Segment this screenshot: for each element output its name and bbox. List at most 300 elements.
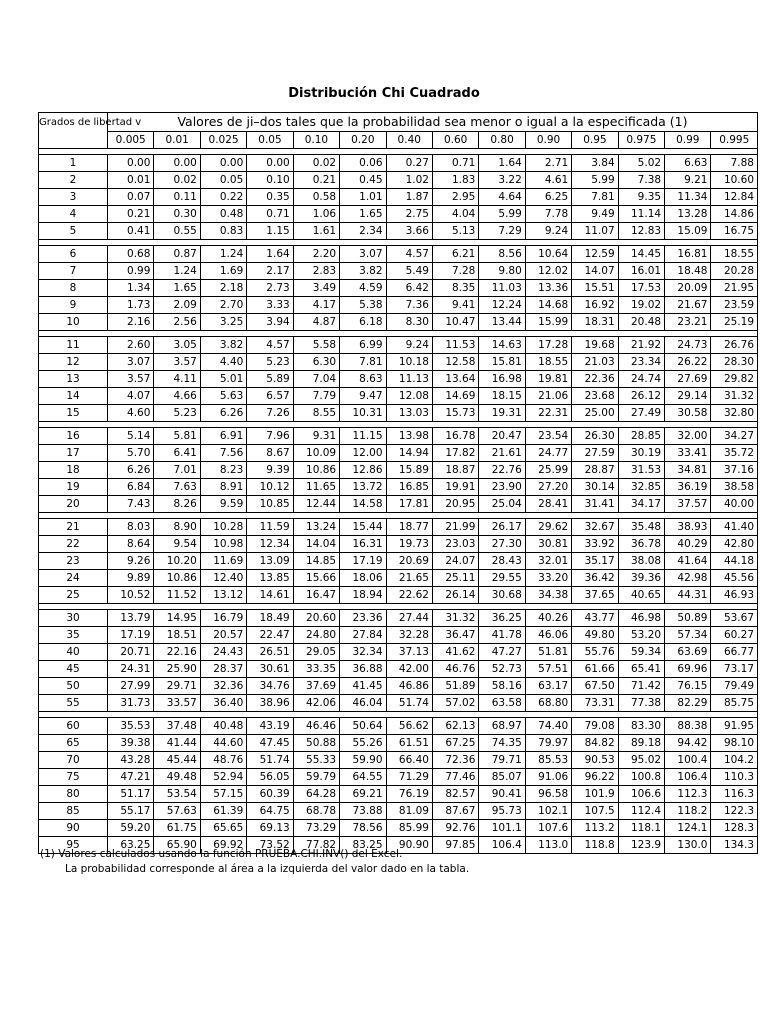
value-cell: 30.61	[247, 661, 293, 678]
value-cell: 46.86	[386, 678, 432, 695]
value-cell: 11.14	[618, 206, 664, 223]
value-cell: 63.58	[479, 695, 525, 712]
value-cell: 89.18	[618, 735, 664, 752]
value-cell: 3.66	[386, 223, 432, 240]
value-cell: 11.13	[386, 371, 432, 388]
value-cell: 122.3	[711, 803, 758, 820]
value-cell: 30.58	[665, 405, 711, 422]
value-cell: 18.48	[665, 263, 711, 280]
value-cell: 5.89	[247, 371, 293, 388]
value-cell: 0.00	[200, 155, 246, 172]
probability-header: 0.01	[154, 132, 200, 149]
value-cell: 21.67	[665, 297, 711, 314]
value-cell: 67.25	[432, 735, 478, 752]
table-row	[39, 803, 758, 820]
degrees-of-freedom-cell: 55	[39, 695, 108, 712]
value-cell: 24.74	[618, 371, 664, 388]
value-cell: 46.46	[293, 718, 339, 735]
value-cell: 10.64	[525, 246, 571, 263]
value-cell: 6.84	[108, 479, 154, 496]
degrees-of-freedom-cell: 14	[39, 388, 108, 405]
value-cell: 11.07	[572, 223, 618, 240]
value-cell: 9.41	[432, 297, 478, 314]
value-cell: 16.81	[665, 246, 711, 263]
degrees-of-freedom-cell: 65	[39, 735, 108, 752]
degrees-of-freedom-cell: 70	[39, 752, 108, 769]
value-cell: 37.57	[665, 496, 711, 513]
value-cell: 6.21	[432, 246, 478, 263]
value-cell: 102.1	[525, 803, 571, 820]
value-cell: 57.34	[665, 627, 711, 644]
value-cell: 18.06	[340, 570, 386, 587]
value-cell: 9.35	[618, 189, 664, 206]
value-cell: 63.69	[665, 644, 711, 661]
value-cell: 4.59	[340, 280, 386, 297]
value-cell: 37.69	[293, 678, 339, 695]
value-cell: 68.97	[479, 718, 525, 735]
value-cell: 29.14	[665, 388, 711, 405]
value-cell: 0.00	[154, 155, 200, 172]
value-cell: 57.63	[154, 803, 200, 820]
value-cell: 21.99	[432, 519, 478, 536]
value-cell: 19.31	[479, 405, 525, 422]
value-cell: 0.02	[293, 155, 339, 172]
value-cell: 11.52	[154, 587, 200, 604]
value-cell: 90.90	[386, 837, 432, 854]
degrees-of-freedom-cell: 3	[39, 189, 108, 206]
value-cell: 26.51	[247, 644, 293, 661]
value-cell: 55.17	[108, 803, 154, 820]
value-cell: 43.19	[247, 718, 293, 735]
value-cell: 49.48	[154, 769, 200, 786]
value-cell: 83.30	[618, 718, 664, 735]
value-cell: 17.53	[618, 280, 664, 297]
probability-header: 0.99	[665, 132, 711, 149]
chi-square-table	[38, 112, 758, 854]
value-cell: 0.58	[293, 189, 339, 206]
value-cell: 95.02	[618, 752, 664, 769]
value-cell: 30.68	[479, 587, 525, 604]
value-cell: 20.09	[665, 280, 711, 297]
value-cell: 16.98	[479, 371, 525, 388]
value-cell: 29.05	[293, 644, 339, 661]
value-cell: 19.68	[572, 337, 618, 354]
value-cell: 28.30	[711, 354, 758, 371]
value-cell: 35.53	[108, 718, 154, 735]
value-cell: 2.70	[200, 297, 246, 314]
value-cell: 40.00	[711, 496, 758, 513]
value-cell: 53.54	[154, 786, 200, 803]
value-cell: 83.25	[340, 837, 386, 854]
table-row	[39, 786, 758, 803]
value-cell: 69.96	[665, 661, 711, 678]
value-cell: 67.50	[572, 678, 618, 695]
value-cell: 28.87	[572, 462, 618, 479]
table-row	[39, 536, 758, 553]
value-cell: 56.05	[247, 769, 293, 786]
value-cell: 20.95	[432, 496, 478, 513]
value-cell: 34.27	[711, 428, 758, 445]
value-cell: 1.64	[247, 246, 293, 263]
value-cell: 2.56	[154, 314, 200, 331]
table-row	[39, 297, 758, 314]
value-cell: 68.78	[293, 803, 339, 820]
value-cell: 118.2	[665, 803, 711, 820]
value-cell: 5.70	[108, 445, 154, 462]
value-cell: 61.66	[572, 661, 618, 678]
probability-header: 0.90	[525, 132, 571, 149]
value-cell: 7.56	[200, 445, 246, 462]
value-cell: 18.87	[432, 462, 478, 479]
value-cell: 64.55	[340, 769, 386, 786]
degrees-of-freedom-cell: 23	[39, 553, 108, 570]
value-cell: 3.07	[108, 354, 154, 371]
degrees-of-freedom-cell: 8	[39, 280, 108, 297]
value-cell: 63.25	[108, 837, 154, 854]
value-cell: 71.29	[386, 769, 432, 786]
value-cell: 45.44	[154, 752, 200, 769]
value-cell: 68.80	[525, 695, 571, 712]
table-row	[39, 735, 758, 752]
value-cell: 21.06	[525, 388, 571, 405]
value-cell: 118.1	[618, 820, 664, 837]
value-cell: 17.19	[340, 553, 386, 570]
value-cell: 4.17	[293, 297, 339, 314]
value-cell: 46.76	[432, 661, 478, 678]
value-cell: 36.19	[665, 479, 711, 496]
probability-header: 0.60	[432, 132, 478, 149]
value-cell: 85.99	[386, 820, 432, 837]
value-cell: 51.74	[386, 695, 432, 712]
value-cell: 24.43	[200, 644, 246, 661]
value-cell: 9.89	[108, 570, 154, 587]
value-cell: 7.28	[432, 263, 478, 280]
degrees-of-freedom-cell: 22	[39, 536, 108, 553]
value-cell: 23.21	[665, 314, 711, 331]
value-cell: 11.34	[665, 189, 711, 206]
value-cell: 1.01	[340, 189, 386, 206]
value-cell: 20.57	[200, 627, 246, 644]
footnote-line-1: (1) Valores calculados usando la función PRUEBA.CHI.INV() del Excel.	[40, 848, 403, 860]
value-cell: 0.02	[154, 172, 200, 189]
value-cell: 11.59	[247, 519, 293, 536]
value-cell: 9.39	[247, 462, 293, 479]
value-cell: 32.28	[386, 627, 432, 644]
value-cell: 10.18	[386, 354, 432, 371]
value-cell: 74.35	[479, 735, 525, 752]
value-cell: 36.47	[432, 627, 478, 644]
value-cell: 77.38	[618, 695, 664, 712]
value-cell: 58.16	[479, 678, 525, 695]
value-cell: 78.56	[340, 820, 386, 837]
value-cell: 7.81	[340, 354, 386, 371]
value-cell: 34.17	[618, 496, 664, 513]
value-cell: 31.41	[572, 496, 618, 513]
value-cell: 6.25	[525, 189, 571, 206]
degrees-of-freedom-cell: 45	[39, 661, 108, 678]
value-cell: 1.34	[108, 280, 154, 297]
value-cell: 61.39	[200, 803, 246, 820]
probability-header: 0.40	[386, 132, 432, 149]
value-cell: 17.19	[108, 627, 154, 644]
value-cell: 34.81	[665, 462, 711, 479]
value-cell: 69.13	[247, 820, 293, 837]
value-cell: 10.60	[711, 172, 758, 189]
value-cell: 36.42	[572, 570, 618, 587]
probability-header: 0.975	[618, 132, 664, 149]
value-cell: 5.49	[386, 263, 432, 280]
value-cell: 27.99	[108, 678, 154, 695]
value-cell: 61.75	[154, 820, 200, 837]
value-cell: 26.12	[618, 388, 664, 405]
value-cell: 77.82	[293, 837, 339, 854]
value-cell: 30.81	[525, 536, 571, 553]
table-row	[39, 189, 758, 206]
value-cell: 7.63	[154, 479, 200, 496]
table-row	[39, 428, 758, 445]
table-row	[39, 223, 758, 240]
value-cell: 4.40	[200, 354, 246, 371]
value-cell: 33.57	[154, 695, 200, 712]
value-cell: 9.54	[154, 536, 200, 553]
value-cell: 57.51	[525, 661, 571, 678]
value-cell: 0.00	[247, 155, 293, 172]
value-cell: 15.73	[432, 405, 478, 422]
value-cell: 14.95	[154, 610, 200, 627]
value-cell: 33.92	[572, 536, 618, 553]
value-cell: 11.53	[432, 337, 478, 354]
value-cell: 13.79	[108, 610, 154, 627]
value-cell: 10.98	[200, 536, 246, 553]
value-cell: 10.86	[293, 462, 339, 479]
value-cell: 12.86	[340, 462, 386, 479]
degrees-of-freedom-cell: 1	[39, 155, 108, 172]
value-cell: 0.83	[200, 223, 246, 240]
value-cell: 12.34	[247, 536, 293, 553]
table-row	[39, 314, 758, 331]
degrees-of-freedom-cell: 18	[39, 462, 108, 479]
value-cell: 65.65	[200, 820, 246, 837]
value-cell: 23.36	[340, 610, 386, 627]
value-cell: 72.36	[432, 752, 478, 769]
degrees-of-freedom-cell: 21	[39, 519, 108, 536]
degrees-of-freedom-cell: 60	[39, 718, 108, 735]
value-cell: 21.03	[572, 354, 618, 371]
degrees-of-freedom-cell: 25	[39, 587, 108, 604]
table-row	[39, 769, 758, 786]
value-cell: 35.48	[618, 519, 664, 536]
value-cell: 4.04	[432, 206, 478, 223]
value-cell: 107.6	[525, 820, 571, 837]
table-row	[39, 695, 758, 712]
value-cell: 40.48	[200, 718, 246, 735]
value-cell: 46.06	[525, 627, 571, 644]
value-cell: 16.31	[340, 536, 386, 553]
value-cell: 14.69	[432, 388, 478, 405]
value-cell: 123.9	[618, 837, 664, 854]
value-cell: 16.79	[200, 610, 246, 627]
probability-header: 0.005	[108, 132, 154, 149]
value-cell: 0.21	[293, 172, 339, 189]
value-cell: 77.46	[432, 769, 478, 786]
degrees-of-freedom-cell: 95	[39, 837, 108, 854]
degrees-of-freedom-cell: 90	[39, 820, 108, 837]
value-cell: 130.0	[665, 837, 711, 854]
value-cell: 0.21	[108, 206, 154, 223]
value-cell: 0.01	[108, 172, 154, 189]
value-cell: 10.47	[432, 314, 478, 331]
value-cell: 36.88	[340, 661, 386, 678]
value-cell: 113.2	[572, 820, 618, 837]
value-cell: 0.35	[247, 189, 293, 206]
value-cell: 18.77	[386, 519, 432, 536]
value-cell: 11.03	[479, 280, 525, 297]
value-cell: 3.49	[293, 280, 339, 297]
value-cell: 53.20	[618, 627, 664, 644]
value-cell: 41.62	[432, 644, 478, 661]
value-cell: 30.14	[572, 479, 618, 496]
value-cell: 35.17	[572, 553, 618, 570]
value-cell: 4.61	[525, 172, 571, 189]
value-cell: 13.24	[293, 519, 339, 536]
value-cell: 26.76	[711, 337, 758, 354]
degrees-of-freedom-cell: 11	[39, 337, 108, 354]
value-cell: 34.38	[525, 587, 571, 604]
degrees-of-freedom-cell: 19	[39, 479, 108, 496]
value-cell: 42.00	[386, 661, 432, 678]
value-cell: 16.75	[711, 223, 758, 240]
value-cell: 0.71	[247, 206, 293, 223]
value-cell: 13.72	[340, 479, 386, 496]
value-cell: 73.88	[340, 803, 386, 820]
page-title: Distribución Chi Cuadrado	[288, 86, 480, 101]
table-row	[39, 445, 758, 462]
table-row	[39, 678, 758, 695]
value-cell: 32.01	[525, 553, 571, 570]
value-cell: 24.07	[432, 553, 478, 570]
value-cell: 2.20	[293, 246, 339, 263]
value-cell: 12.00	[340, 445, 386, 462]
value-cell: 24.77	[525, 445, 571, 462]
value-cell: 41.44	[154, 735, 200, 752]
value-cell: 0.06	[340, 155, 386, 172]
value-cell: 8.26	[154, 496, 200, 513]
value-cell: 10.52	[108, 587, 154, 604]
table-row	[39, 263, 758, 280]
value-cell: 40.29	[665, 536, 711, 553]
value-cell: 62.13	[432, 718, 478, 735]
value-cell: 29.62	[525, 519, 571, 536]
value-cell: 25.90	[154, 661, 200, 678]
value-cell: 51.89	[432, 678, 478, 695]
value-cell: 39.36	[618, 570, 664, 587]
value-cell: 14.45	[618, 246, 664, 263]
value-cell: 73.17	[711, 661, 758, 678]
value-cell: 47.21	[108, 769, 154, 786]
value-cell: 57.02	[432, 695, 478, 712]
value-cell: 9.31	[293, 428, 339, 445]
value-cell: 13.12	[200, 587, 246, 604]
value-cell: 59.90	[340, 752, 386, 769]
value-cell: 26.14	[432, 587, 478, 604]
value-cell: 12.84	[711, 189, 758, 206]
value-cell: 38.58	[711, 479, 758, 496]
value-cell: 10.85	[247, 496, 293, 513]
value-cell: 5.38	[340, 297, 386, 314]
value-cell: 8.23	[200, 462, 246, 479]
value-cell: 4.11	[154, 371, 200, 388]
value-cell: 98.10	[711, 735, 758, 752]
table-row	[39, 553, 758, 570]
value-cell: 40.26	[525, 610, 571, 627]
value-cell: 46.98	[618, 610, 664, 627]
value-cell: 1.69	[200, 263, 246, 280]
value-cell: 37.65	[572, 587, 618, 604]
value-cell: 5.81	[154, 428, 200, 445]
value-cell: 9.49	[572, 206, 618, 223]
value-cell: 20.47	[479, 428, 525, 445]
value-cell: 14.04	[293, 536, 339, 553]
degrees-of-freedom-cell: 7	[39, 263, 108, 280]
value-cell: 0.87	[154, 246, 200, 263]
value-cell: 38.08	[618, 553, 664, 570]
value-cell: 10.31	[340, 405, 386, 422]
value-cell: 1.02	[386, 172, 432, 189]
value-cell: 25.04	[479, 496, 525, 513]
value-cell: 2.71	[525, 155, 571, 172]
degrees-of-freedom-cell: 17	[39, 445, 108, 462]
value-cell: 112.3	[665, 786, 711, 803]
value-cell: 1.24	[200, 246, 246, 263]
value-cell: 44.31	[665, 587, 711, 604]
value-cell: 41.78	[479, 627, 525, 644]
value-cell: 5.58	[293, 337, 339, 354]
value-cell: 113.0	[525, 837, 571, 854]
value-cell: 1.61	[293, 223, 339, 240]
value-cell: 8.35	[432, 280, 478, 297]
value-cell: 22.62	[386, 587, 432, 604]
value-cell: 7.78	[525, 206, 571, 223]
table-row	[39, 462, 758, 479]
table-row	[39, 405, 758, 422]
value-cell: 8.90	[154, 519, 200, 536]
value-cell: 64.75	[247, 803, 293, 820]
table-row	[39, 337, 758, 354]
value-cell: 76.15	[665, 678, 711, 695]
value-cell: 2.95	[432, 189, 478, 206]
value-cell: 3.82	[340, 263, 386, 280]
value-cell: 19.91	[432, 479, 478, 496]
value-cell: 3.57	[108, 371, 154, 388]
value-cell: 36.78	[618, 536, 664, 553]
value-cell: 85.07	[479, 769, 525, 786]
value-cell: 3.84	[572, 155, 618, 172]
value-cell: 20.71	[108, 644, 154, 661]
value-cell: 16.78	[432, 428, 478, 445]
value-cell: 15.66	[293, 570, 339, 587]
value-cell: 3.22	[479, 172, 525, 189]
value-cell: 15.09	[665, 223, 711, 240]
value-cell: 44.60	[200, 735, 246, 752]
value-cell: 73.52	[247, 837, 293, 854]
value-cell: 13.03	[386, 405, 432, 422]
value-cell: 9.80	[479, 263, 525, 280]
value-cell: 5.02	[618, 155, 664, 172]
value-cell: 18.15	[479, 388, 525, 405]
value-cell: 3.25	[200, 314, 246, 331]
value-cell: 7.04	[293, 371, 339, 388]
value-cell: 106.4	[479, 837, 525, 854]
